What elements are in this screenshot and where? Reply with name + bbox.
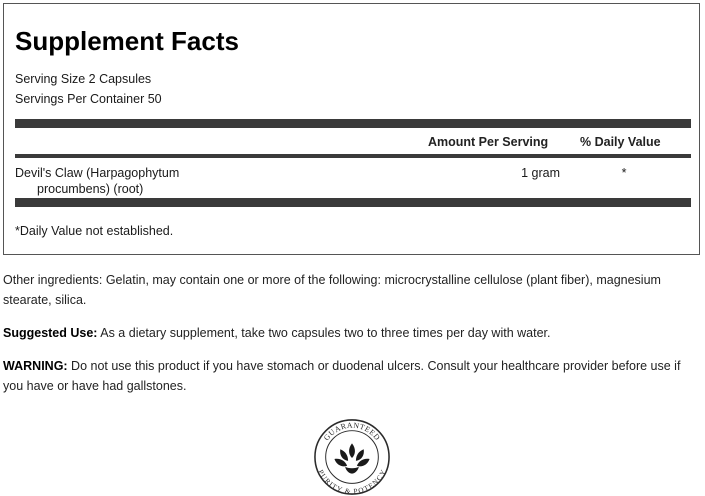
facts-title: Supplement Facts: [15, 26, 239, 56]
warning-label: WARNING:: [3, 359, 68, 373]
servings-per-container: Servings Per Container 50: [15, 92, 162, 106]
warning: [3, 356, 699, 396]
ingredient-daily-value: *: [621, 166, 627, 180]
leaf-cluster-icon: [334, 443, 369, 473]
suggested-use: [3, 323, 699, 343]
ingredient-name-line2: procumbens) (root): [37, 182, 144, 196]
daily-value-header: % Daily Value: [580, 135, 661, 149]
guaranteed-purity-seal-icon: [313, 418, 391, 496]
amount-per-serving-header: Amount Per Serving: [428, 135, 549, 149]
thick-divider-bottom: [15, 198, 691, 207]
thick-divider: [15, 119, 691, 128]
header-divider: [15, 154, 691, 158]
other-ingredients: Other ingredients: Gelatin, may contain one or more of the following: microcrystalline cellulose (plant fiber), magnesium stearate, silica.: [3, 273, 661, 307]
ingredient-name: [15, 165, 215, 197]
svg-text:GUARANTEED: [322, 421, 382, 443]
seal-bottom-text: PURITY & POTENCY: [316, 468, 388, 496]
warning-text: Do not use this product if you have stomach or duodenal ulcers. Consult your healthcare provider before use if you have or have had gallstones.: [3, 359, 681, 393]
daily-value-footnote: *Daily Value not established.: [15, 224, 174, 238]
ingredient-name-line1: Devil's Claw (Harpagophytum: [15, 166, 180, 180]
supplement-facts-panel: [3, 3, 700, 255]
serving-size: Serving Size 2 Capsules: [15, 72, 152, 86]
suggested-use-label: Suggested Use:: [3, 326, 98, 340]
seal-top-text: GUARANTEED: [321, 420, 383, 443]
ingredient-amount: 1 gram: [521, 166, 560, 180]
suggested-use-text: As a dietary supplement, take two capsules two to three times per day with water.: [97, 326, 551, 340]
